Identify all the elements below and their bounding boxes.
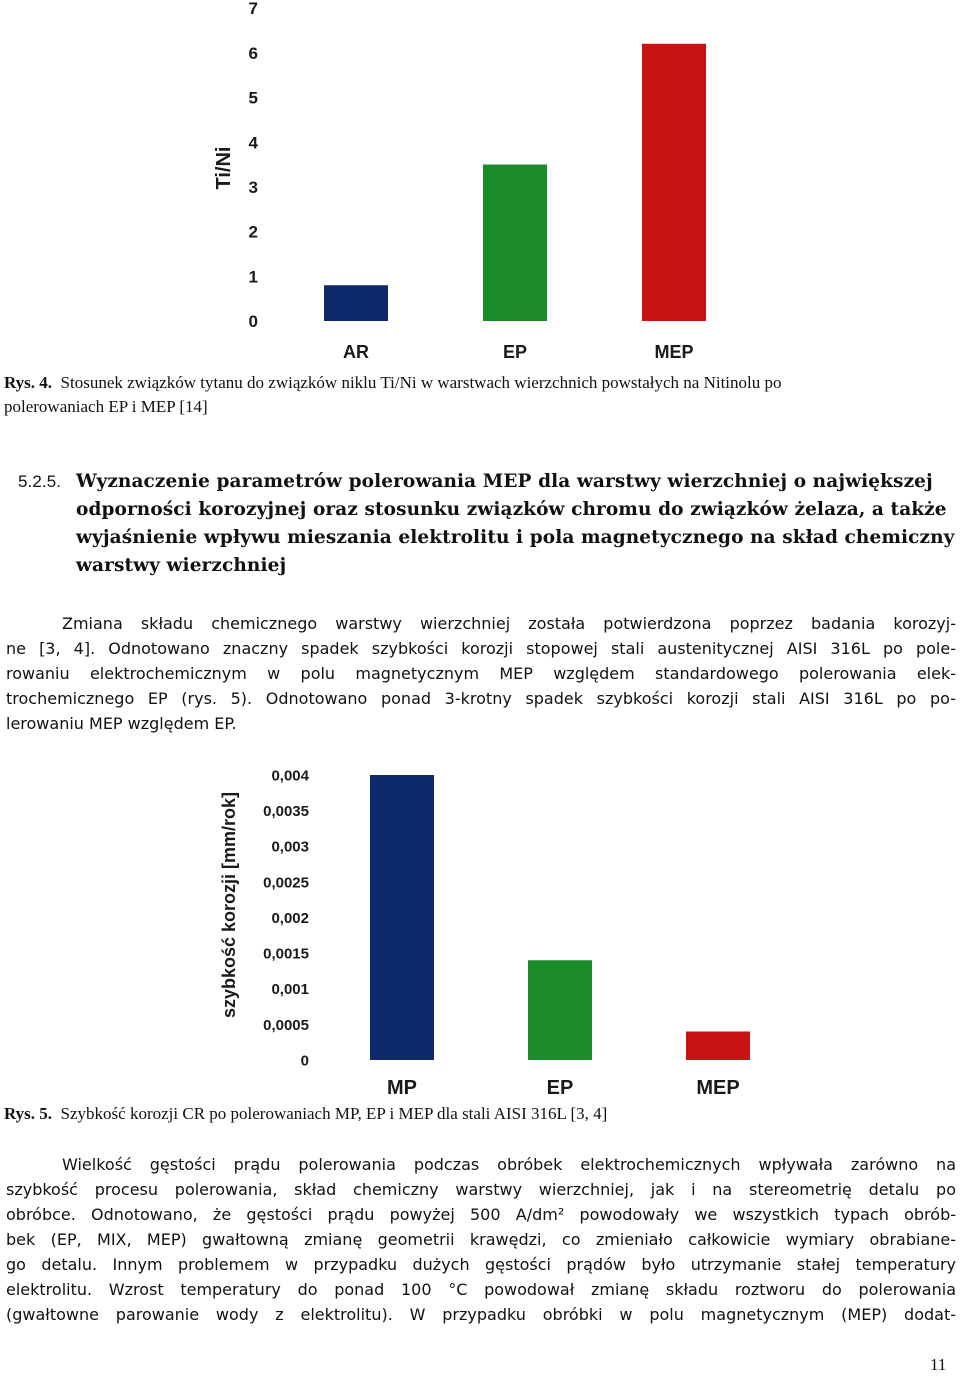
chart-corrosion-rate	[205, 760, 765, 1105]
y-tick-label: 0,0025	[263, 874, 309, 892]
y-axis-title: szybkość korozji [mm/rok]	[219, 791, 239, 1019]
paragraph-line: szybkość procesu polerowania, skład chemiczny warstwy wierzchniej, jak i na stereometrię detalu po	[6, 1180, 956, 1199]
paragraph-line: bek (EP, MIX, MEP) gwałtowną zmianę geometrii krawędzi, co zmieniało całkowicie wymiary obrabiane-	[6, 1230, 956, 1249]
figure-4-label: Rys. 4.	[4, 373, 53, 392]
figure-5-caption-text: Szybkość korozji CR po polerowaniach MP, EP i MEP dla stali AISI 316L [3, 4]	[60, 1104, 608, 1123]
paragraph-line: Zmiana składu chemicznego warstwy wierzchniej została potwierdzona poprzez badania korozyj-	[62, 614, 956, 633]
heading-line: Wyznaczenie parametrów polerowania MEP dla warstwy wierzchniej o największej	[76, 471, 933, 492]
y-tick-label: 0,004	[271, 767, 309, 785]
bar-ep	[528, 960, 592, 1060]
paragraph-line: lerowaniu MEP względem EP.	[6, 714, 237, 733]
x-category-label: MEP	[696, 1077, 740, 1099]
y-tick-label: 0	[300, 1052, 309, 1070]
y-tick-label: 7	[248, 0, 258, 19]
x-category-label: EP	[546, 1077, 574, 1099]
bar-mep	[686, 1032, 750, 1061]
chart-ti-ni-ratio	[160, 0, 720, 365]
y-tick-label: 0,0015	[263, 945, 309, 963]
paragraph-line: obróbce. Odnotowano, że gęstości prądu powyżej 500 A/dm² powodowały we wszystkich typach obrób-	[6, 1205, 956, 1224]
paragraph-line: rowaniu elektrochemicznym w polu magnetycznym MEP względem standardowego polerowania elek-	[6, 664, 956, 683]
paragraph-line: ne [3, 4]. Odnotowano znaczny spadek szybkości korozji stopowej stali austenitycznej AISI 316L po pole-	[6, 639, 956, 658]
y-tick-label: 4	[248, 133, 258, 153]
y-tick-label: 0,001	[271, 981, 309, 999]
paragraph-line: (gwałtowne parowanie wody z elektrolitu). W przypadku obróbki w polu magnetycznym (MEP) dodat-	[6, 1305, 956, 1324]
paragraph-line: trochemicznego EP (rys. 5). Odnotowano ponad 3-krotny spadek szybkości korozji stali AISI 316L po po-	[6, 689, 956, 708]
section-heading	[18, 468, 958, 580]
y-tick-label: 1	[248, 267, 258, 287]
y-tick-label: 3	[248, 177, 258, 197]
figure-4-caption	[4, 371, 956, 419]
paragraph-line: go detalu. Innym problemem w przypadku dużych gęstości prądów było utrzymanie stałej temperatury	[6, 1255, 956, 1274]
x-category-label: AR	[343, 342, 369, 362]
x-category-label: MEP	[654, 342, 694, 362]
page-number: 11	[930, 1355, 947, 1374]
y-tick-label: 0,0005	[263, 1016, 309, 1034]
y-tick-label: 0,0035	[263, 803, 309, 821]
heading-line: warstwy wierzchniej	[76, 555, 287, 576]
bar-mp	[370, 775, 434, 1060]
y-tick-label: 2	[248, 222, 258, 242]
x-category-label: MP	[387, 1077, 417, 1099]
paragraph-line: Wielkość gęstości prądu polerowania podczas obróbek elektrochemicznych wpływała zarówno na	[62, 1155, 956, 1174]
figure-4-caption-line: polerowaniach EP i MEP [14]	[4, 397, 208, 416]
y-tick-label: 0	[248, 312, 258, 332]
figure-5	[205, 760, 765, 1105]
bar-ar	[324, 285, 388, 321]
paragraph-1	[6, 611, 956, 736]
bar-mep	[642, 44, 706, 321]
section-number: 5.2.5.	[18, 472, 62, 491]
heading-line: wyjaśnienie wpływu mieszania elektrolitu i pola magnetycznego na skład chemiczny	[76, 527, 955, 548]
y-tick-label: 6	[248, 43, 258, 63]
paragraph-2	[6, 1152, 956, 1327]
figure-4	[160, 0, 720, 365]
y-axis-title: Ti/Ni	[213, 146, 235, 190]
figure-5-caption	[4, 1102, 956, 1126]
figure-4-caption-line: Stosunek związków tytanu do związków niklu Ti/Ni w warstwach wierzchnich powstałych na Nitinolu po	[60, 373, 782, 392]
figure-5-label: Rys. 5.	[4, 1104, 53, 1123]
bar-ep	[483, 165, 547, 322]
y-tick-label: 0,002	[271, 909, 309, 927]
x-category-label: EP	[502, 342, 528, 362]
y-tick-label: 5	[248, 88, 258, 108]
heading-line: odporności korozyjnej oraz stosunku związków chromu do związków żelaza, a także	[76, 499, 947, 520]
paragraph-line: elektrolitu. Wzrost temperatury do ponad 100 °C powodował zmianę składu roztworu do polerowania	[6, 1280, 956, 1299]
y-tick-label: 0,003	[271, 838, 309, 856]
